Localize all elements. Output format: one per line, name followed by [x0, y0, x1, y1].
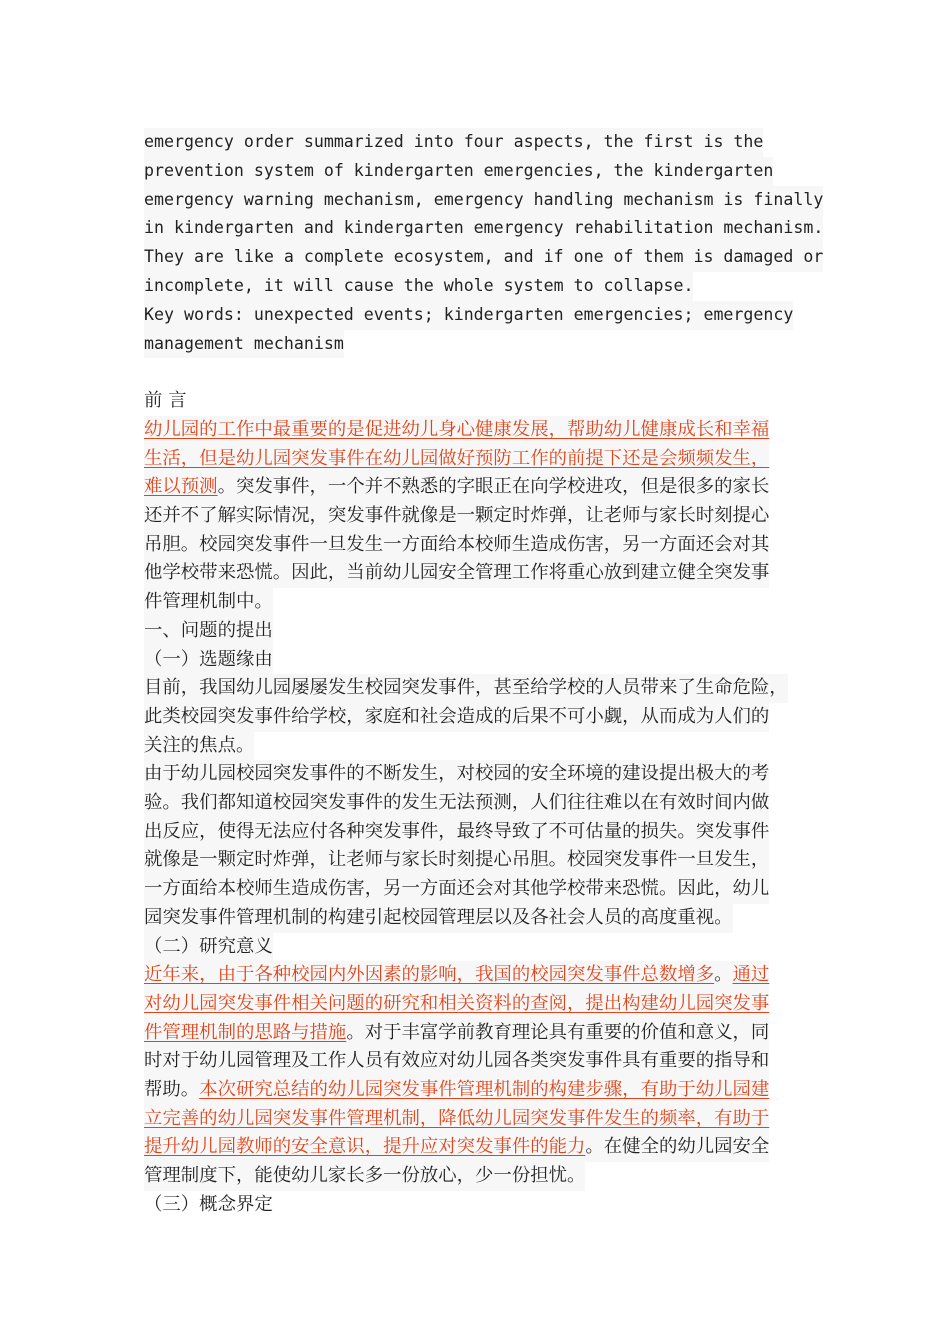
subsection-title: （三）概念界定 — [144, 1193, 273, 1215]
highlighted-text: 提升幼儿园教师的安全意识，提升应对突发事件的能力 — [144, 1136, 586, 1158]
abstract-line: in kindergarten and kindergarten emergency rehabilitation mechanism. — [144, 214, 823, 243]
abstract-line: prevention system of kindergarten emergencies, the kindergarten — [144, 157, 773, 186]
english-abstract — [144, 128, 824, 358]
body-text: 由于幼儿园校园突发事件的不断发生，对校园的安全环境的建设提出极大的考 — [144, 763, 770, 785]
text-line — [144, 1076, 769, 1105]
chinese-body — [144, 387, 804, 1219]
body-text: 出反应，使得无法应付各种突发事件，最终导致了不可估量的损失。突发事件 — [144, 820, 770, 842]
text-line — [144, 502, 769, 531]
body-text: 。突发事件，一个并不熟悉的字眼正在向学校进攻，但是很多的家长 — [217, 476, 770, 498]
text-line — [144, 1133, 769, 1162]
highlighted-text: 生活，但是幼儿园突发事件在幼儿园做好预防工作的前提下还是会频频发生， — [144, 447, 770, 469]
text-line — [144, 846, 769, 875]
text-line — [144, 1105, 769, 1134]
highlighted-text: 通过 — [732, 964, 770, 986]
body-text: 目前，我国幼儿园屡屡发生校园突发事件，甚至给学校的人员带来了生命危险， — [144, 677, 788, 699]
highlighted-text: 难以预测 — [144, 476, 218, 498]
highlighted-text: 对幼儿园突发事件相关问题的研究和相关资料的查阅，提出构建幼儿园突发事 — [144, 992, 770, 1014]
preface-title: 前 言 — [144, 390, 187, 412]
subsection-title: （二）研究意义 — [144, 933, 273, 962]
text-line — [144, 588, 273, 617]
abstract-line: incomplete, it will cause the whole system to collapse. — [144, 272, 693, 301]
subsection-title: （一）选题缘由 — [144, 646, 273, 675]
text-line — [144, 445, 769, 474]
text-line — [144, 674, 788, 703]
body-text: 管理制度下，能使幼儿家长多一份放心，少一份担忧。 — [144, 1165, 586, 1187]
text-line — [144, 1162, 585, 1191]
text-line — [144, 732, 254, 761]
text-line — [144, 904, 733, 933]
body-text: 此类校园突发事件给学校，家庭和社会造成的后果不可小觑，从而成为人们的 — [144, 705, 770, 727]
text-line — [144, 473, 769, 502]
body-text: 一方面给本校师生造成伤害，另一方面还会对其他学校带来恐慌。因此，幼儿 — [144, 878, 770, 900]
body-text: 还并不了解实际情况，突发事件就像是一颗定时炸弹，让老师与家长时刻提心 — [144, 504, 770, 526]
keywords-line: management mechanism — [144, 330, 344, 359]
abstract-line: emergency warning mechanism, emergency handling mechanism is finally — [144, 186, 823, 215]
text-line — [144, 875, 769, 904]
highlighted-text: 幼儿园的工作中最重要的是促进幼儿身心健康发展，帮助幼儿健康成长和幸福 — [144, 418, 770, 440]
highlighted-text: 立完善的幼儿园突发事件管理机制，降低幼儿园突发事件发生的频率，有助于 — [144, 1107, 770, 1129]
text-line — [144, 818, 769, 847]
body-text: 吊胆。校园突发事件一旦发生一方面给本校师生造成伤害，另一方面还会对其 — [144, 533, 770, 555]
body-text: 。 — [714, 964, 733, 986]
text-line — [144, 961, 769, 990]
body-text: 。对于丰富学前教育理论具有重要的价值和意义，同 — [346, 1021, 770, 1043]
topic-origin-paragraph — [144, 674, 804, 932]
text-line — [144, 789, 769, 818]
abstract-line: They are like a complete ecosystem, and if one of them is damaged or — [144, 243, 823, 272]
text-line — [144, 1047, 769, 1076]
body-text: 件管理机制中。 — [144, 591, 273, 613]
body-text: 验。我们都知道校园突发事件的发生无法预测，人们往往难以在有效时间内做 — [144, 792, 770, 814]
text-line — [144, 416, 769, 445]
research-significance-paragraph — [144, 961, 804, 1191]
highlighted-text: 本次研究总结的幼儿园突发事件管理机制的构建步骤，有助于幼儿园建 — [199, 1079, 770, 1101]
body-text: 关注的焦点。 — [144, 734, 255, 756]
body-text: 时对于幼儿园管理及工作人员有效应对幼儿园各类突发事件具有重要的指导和 — [144, 1050, 770, 1072]
text-line — [144, 703, 769, 732]
body-text: 就像是一颗定时炸弹，让老师与家长时刻提心吊胆。校园突发事件一旦发生， — [144, 849, 770, 871]
document-body — [144, 128, 824, 1220]
text-line — [144, 559, 769, 588]
highlighted-text: 件管理机制的思路与措施 — [144, 1021, 347, 1043]
preface-paragraph — [144, 416, 804, 617]
body-text: 。在健全的幼儿园安全 — [585, 1136, 770, 1158]
text-line — [144, 531, 769, 560]
body-text: 园突发事件管理机制的构建引起校园管理层以及各社会人员的高度重视。 — [144, 906, 733, 928]
text-line — [144, 1019, 769, 1048]
body-text: 他学校带来恐慌。因此，当前幼儿园安全管理工作将重心放到建立健全突发事 — [144, 562, 770, 584]
text-line — [144, 990, 769, 1019]
body-text: 帮助。 — [144, 1079, 200, 1101]
text-line — [144, 760, 769, 789]
keywords-line: Key words: unexpected events; kindergarten emergencies; emergency — [144, 301, 793, 330]
highlighted-text: 近年来，由于各种校园内外因素的影响，我国的校园突发事件总数增多 — [144, 964, 715, 986]
section-title: 一、问题的提出 — [144, 617, 273, 646]
spacer — [144, 358, 804, 387]
abstract-line: emergency order summarized into four aspects, the first is the — [144, 128, 763, 157]
